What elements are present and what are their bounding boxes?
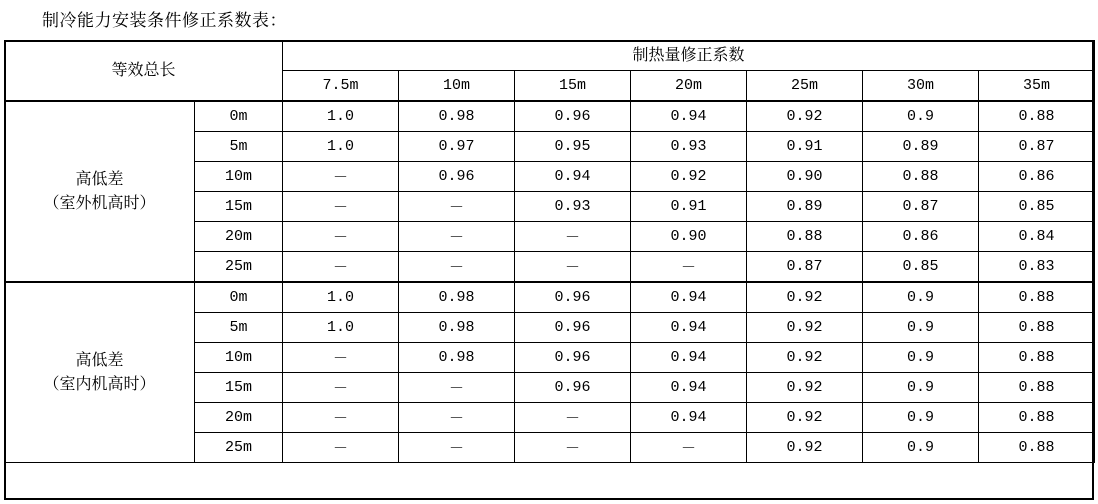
cell-value: 0.96 (515, 282, 631, 313)
cell-value: － (515, 252, 631, 283)
table-head (5, 41, 1095, 102)
cell-value: － (515, 222, 631, 252)
group-label-outdoor-higher (5, 101, 195, 282)
cell-value: 0.92 (747, 101, 863, 132)
cell-value: 1.0 (283, 282, 399, 313)
cell-value: 0.98 (399, 101, 515, 132)
cell-value: 0.96 (515, 373, 631, 403)
cell-value: 0.92 (747, 373, 863, 403)
cell-value: 0.92 (747, 433, 863, 463)
cell-value: 0.92 (631, 162, 747, 192)
cell-value: 0.85 (979, 192, 1095, 222)
cell-value: 0.87 (863, 192, 979, 222)
cell-value: 0.86 (979, 162, 1095, 192)
cell-value: － (399, 252, 515, 283)
row-height-label: 0m (195, 282, 283, 313)
cell-value: 0.88 (863, 162, 979, 192)
row-height-label: 25m (195, 433, 283, 463)
cell-value: 0.93 (515, 192, 631, 222)
cell-value: 0.94 (631, 373, 747, 403)
row-height-label: 20m (195, 222, 283, 252)
cell-value: 1.0 (283, 313, 399, 343)
cell-value: － (283, 403, 399, 433)
header-length-5: 30m (863, 71, 979, 102)
header-length-3: 20m (631, 71, 747, 102)
cell-value: － (283, 252, 399, 283)
cell-value: 0.9 (863, 373, 979, 403)
table-body-indoor-higher (5, 282, 1095, 463)
cell-value: 0.94 (631, 282, 747, 313)
cell-value: 0.86 (863, 222, 979, 252)
cell-value: 0.9 (863, 433, 979, 463)
cell-value: 0.94 (631, 403, 747, 433)
cell-value: 0.90 (631, 222, 747, 252)
cell-value: － (283, 192, 399, 222)
cell-value: － (631, 252, 747, 283)
cell-value: 0.89 (863, 132, 979, 162)
group-label-line1: 高低差 (75, 170, 124, 188)
cell-value: 1.0 (283, 132, 399, 162)
row-height-label: 5m (195, 132, 283, 162)
cell-value: 0.91 (747, 132, 863, 162)
cell-value: 0.88 (979, 282, 1095, 313)
row-height-label: 15m (195, 192, 283, 222)
cell-value: 0.90 (747, 162, 863, 192)
cell-value: － (399, 192, 515, 222)
cell-value: 0.83 (979, 252, 1095, 283)
group-label-indoor-higher (5, 282, 195, 463)
group-label-line2: （室外机高时） (43, 194, 156, 212)
cell-value: 0.94 (631, 101, 747, 132)
cell-value: － (283, 222, 399, 252)
cell-value: 0.9 (863, 313, 979, 343)
cell-value: 0.92 (747, 282, 863, 313)
cell-value: 0.97 (399, 132, 515, 162)
table-caption: 制冷能力安装条件修正系数表： (42, 11, 287, 30)
cell-value: 0.9 (863, 101, 979, 132)
group-label-line2: （室内机高时） (43, 375, 156, 393)
cell-value: － (283, 343, 399, 373)
cell-value: 0.91 (631, 192, 747, 222)
header-length-0: 7.5m (283, 71, 399, 102)
cell-value: 0.9 (863, 403, 979, 433)
cell-value: － (515, 433, 631, 463)
cell-value: － (283, 373, 399, 403)
cell-value: － (399, 433, 515, 463)
cell-value: 0.88 (979, 373, 1095, 403)
table-row (5, 101, 1095, 132)
table-row (5, 282, 1095, 313)
cell-value: 0.92 (747, 313, 863, 343)
cell-value: 0.88 (979, 313, 1095, 343)
row-height-label: 10m (195, 162, 283, 192)
cell-value: 0.88 (979, 101, 1095, 132)
cell-value: 0.95 (515, 132, 631, 162)
cell-value: 0.96 (515, 313, 631, 343)
cell-value: 0.92 (747, 403, 863, 433)
cell-value: 0.93 (631, 132, 747, 162)
cell-value: 0.98 (399, 313, 515, 343)
cell-value: － (515, 403, 631, 433)
cell-value: 0.89 (747, 192, 863, 222)
cell-value: 0.84 (979, 222, 1095, 252)
cell-value: 0.88 (979, 403, 1095, 433)
table-body-outdoor-higher (5, 101, 1095, 282)
row-height-label: 10m (195, 343, 283, 373)
cell-value: 0.96 (515, 343, 631, 373)
header-length-6: 35m (979, 71, 1095, 102)
header-length-2: 15m (515, 71, 631, 102)
header-total-length: 等效总长 (5, 41, 283, 102)
cell-value: 0.87 (979, 132, 1095, 162)
cell-value: 1.0 (283, 101, 399, 132)
cell-value: 0.9 (863, 282, 979, 313)
cell-value: － (399, 403, 515, 433)
cell-value: 0.88 (979, 343, 1095, 373)
cell-value: 0.98 (399, 343, 515, 373)
header-row-top (5, 41, 1095, 71)
row-height-label: 15m (195, 373, 283, 403)
cell-value: 0.96 (399, 162, 515, 192)
cell-value: 0.88 (747, 222, 863, 252)
cell-value: － (631, 433, 747, 463)
cell-value: － (399, 222, 515, 252)
cell-value: 0.87 (747, 252, 863, 283)
cell-value: － (283, 162, 399, 192)
correction-coefficient-table (4, 40, 1095, 463)
cell-value: 0.9 (863, 343, 979, 373)
cell-value: － (283, 433, 399, 463)
cell-value: 0.92 (747, 343, 863, 373)
cell-value: － (399, 373, 515, 403)
header-heating-coefficient: 制热量修正系数 (283, 41, 1095, 71)
group-label-line1: 高低差 (75, 351, 124, 369)
cell-value: 0.96 (515, 101, 631, 132)
cell-value: 0.85 (863, 252, 979, 283)
cell-value: 0.88 (979, 433, 1095, 463)
row-height-label: 0m (195, 101, 283, 132)
cell-value: 0.94 (631, 313, 747, 343)
row-height-label: 25m (195, 252, 283, 283)
cell-value: 0.94 (631, 343, 747, 373)
row-height-label: 20m (195, 403, 283, 433)
header-length-1: 10m (399, 71, 515, 102)
cell-value: 0.98 (399, 282, 515, 313)
header-length-4: 25m (747, 71, 863, 102)
cell-value: 0.94 (515, 162, 631, 192)
row-height-label: 5m (195, 313, 283, 343)
